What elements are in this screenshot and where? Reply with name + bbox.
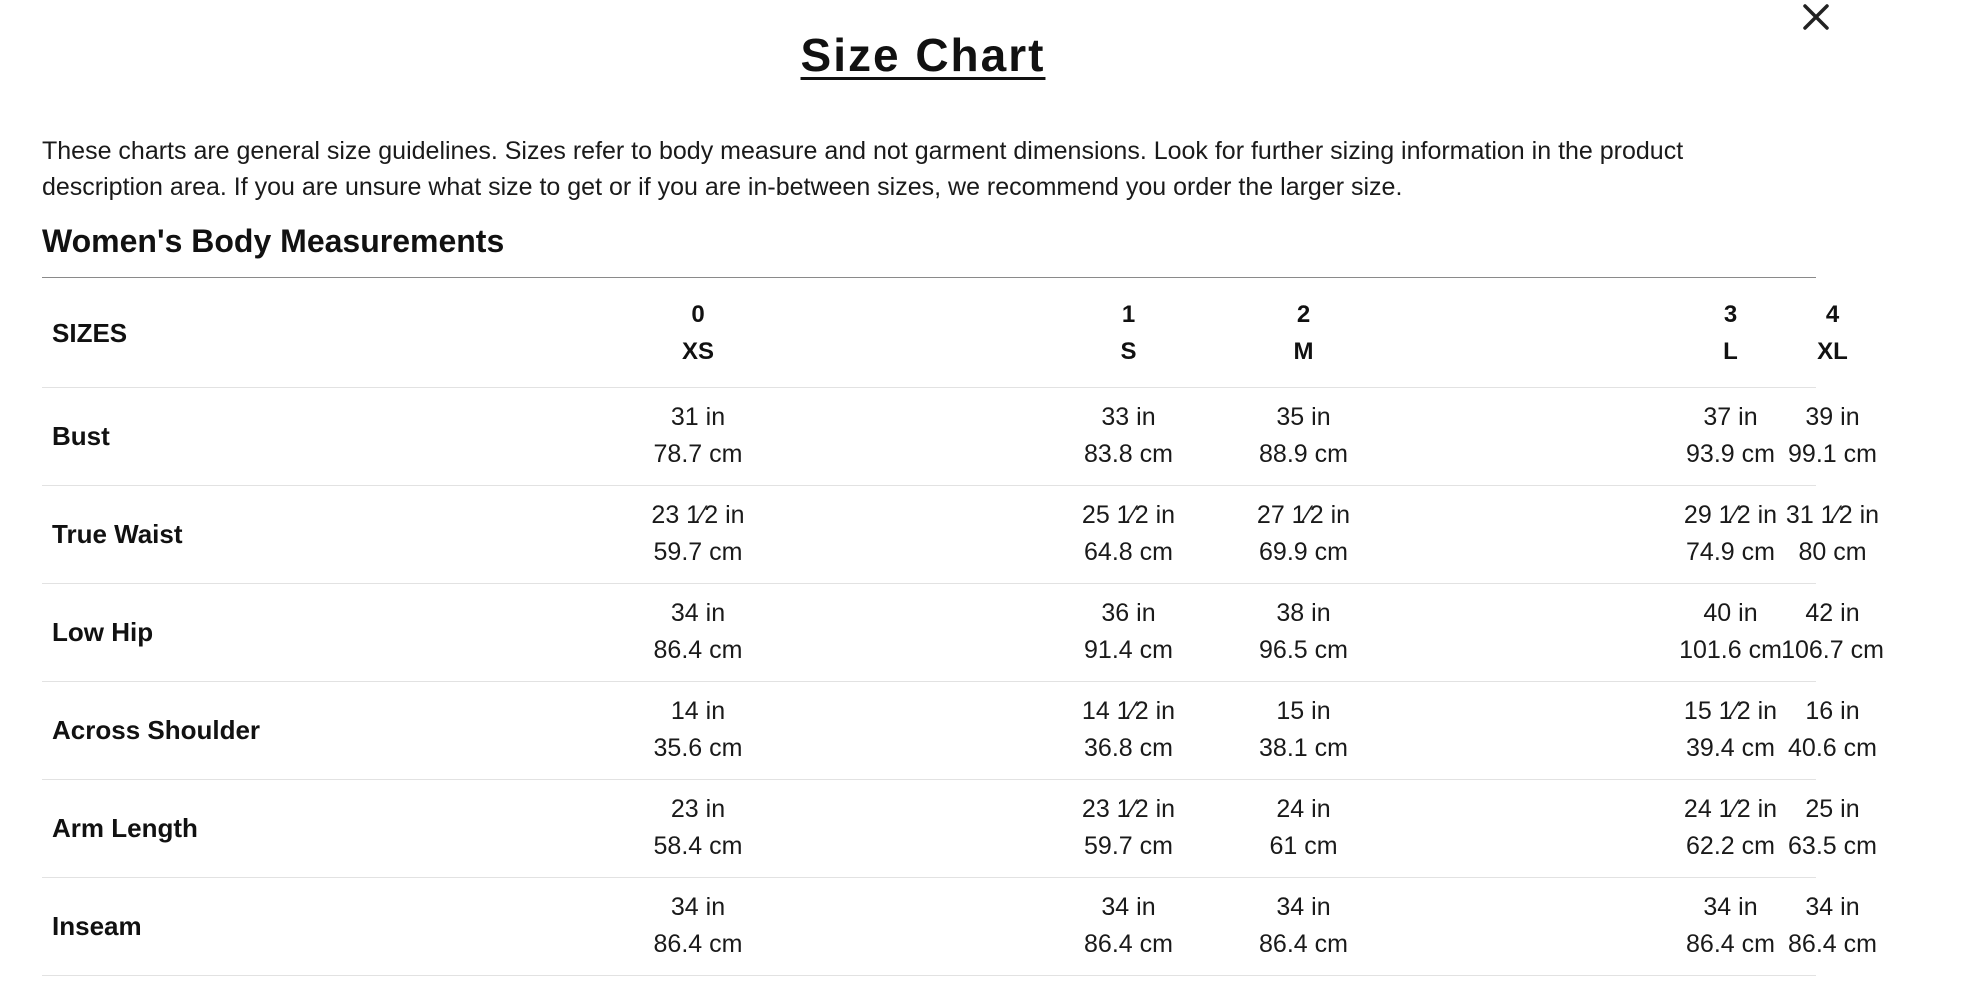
table-cell [512,485,848,583]
size-header-cell [512,280,848,387]
value-cm: 39.4 cm [1686,734,1775,762]
table-cell [848,387,1173,485]
value-inches: 34 in [1101,893,1156,921]
table-header-row [42,280,1816,387]
table-row [42,583,1816,681]
size-number: 4 [1825,301,1840,329]
value-cm: 86.4 cm [1259,930,1348,958]
value-cm: 93.9 cm [1686,440,1775,468]
value-inches: 15 in [1276,697,1331,725]
value-cm: 78.7 cm [653,440,743,468]
value-inches: 40 in [1703,599,1758,627]
value-cm: 62.2 cm [1686,832,1775,860]
value-inches: 39 in [1805,403,1860,431]
value-cm: 64.8 cm [1084,538,1173,566]
value-inches: 23 1⁄2 in [651,501,745,529]
value-inches: 23 1⁄2 in [1081,795,1176,823]
size-header-cell [848,280,1137,387]
value-cm: 63.5 cm [1788,832,1877,860]
value-cm: 74.9 cm [1686,538,1775,566]
value-cm: 36.8 cm [1084,734,1173,762]
value-cm: 40.6 cm [1788,734,1877,762]
table-cell [848,583,1173,681]
value-inches: 34 in [670,893,726,921]
value-cm: 86.4 cm [1788,930,1877,958]
size-chart-table [42,280,1884,976]
value-cm: 38.1 cm [1259,734,1348,762]
value-inches: 34 in [1703,893,1758,921]
value-inches: 38 in [1276,599,1331,627]
value-inches: 14 1⁄2 in [1081,697,1176,725]
value-cm: 83.8 cm [1084,440,1173,468]
table-row [42,485,1816,583]
table-cell [512,877,848,975]
size-letter: L [1723,338,1738,366]
row-label: True Waist [52,518,183,549]
value-cm: 58.4 cm [653,832,743,860]
value-inches: 34 in [1805,893,1860,921]
table-row [42,877,1816,975]
size-number: 2 [1296,301,1311,329]
value-cm: 59.7 cm [1084,832,1173,860]
page-title: Size Chart [800,29,1046,81]
row-label: Inseam [52,910,142,941]
value-cm: 59.7 cm [653,538,743,566]
value-cm: 86.4 cm [1084,930,1173,958]
value-cm: 106.7 cm [1781,636,1884,664]
value-cm: 61 cm [1269,832,1338,860]
value-cm: 101.6 cm [1679,636,1782,664]
table-cell [512,681,848,779]
value-inches: 35 in [1276,403,1331,431]
value-inches: 24 1⁄2 in [1683,795,1778,823]
intro-text: These charts are general size guidelines. Sizes refer to body measure and not garment dimensions. Look for further sizing information in the product description area. If you are unsure what size to get or if you are in-between sizes, we recommend you order the larger size. [42,137,1684,201]
value-inches: 14 in [670,697,726,725]
size-number: 3 [1723,301,1738,329]
size-letter: XL [1817,338,1848,366]
table-cell [848,485,1176,583]
table-cell [848,877,1173,975]
value-inches: 15 1⁄2 in [1683,697,1778,725]
value-inches: 34 in [1276,893,1331,921]
value-cm: 86.4 cm [653,930,743,958]
value-inches: 34 in [670,599,726,627]
value-inches: 24 in [1276,795,1331,823]
table-row [42,681,1816,779]
value-inches: 25 1⁄2 in [1081,501,1176,529]
value-cm: 35.6 cm [653,734,743,762]
table-cell [512,583,848,681]
section-divider [42,277,1816,278]
table-row [42,779,1816,877]
row-label: Bust [52,420,110,451]
section-heading: Women's Body Measurements [42,223,505,259]
size-letter: XS [681,338,714,366]
value-inches: 33 in [1101,403,1156,431]
value-inches: 31 1⁄2 in [1785,501,1880,529]
value-cm: 80 cm [1798,538,1867,566]
value-cm: 88.9 cm [1259,440,1348,468]
value-cm: 91.4 cm [1084,636,1173,664]
value-inches: 42 in [1805,599,1860,627]
value-inches: 37 in [1703,403,1758,431]
value-inches: 36 in [1101,599,1156,627]
table-cell [848,779,1176,877]
table-row [42,387,1816,485]
row-label: Low Hip [52,616,154,647]
table-cell [512,779,848,877]
table-cell [848,681,1176,779]
size-letter: S [1120,338,1137,366]
row-label: Across Shoulder [52,714,261,745]
value-inches: 25 in [1805,795,1860,823]
value-inches: 29 1⁄2 in [1683,501,1778,529]
value-inches: 31 in [670,403,726,431]
row-label: Arm Length [52,812,198,843]
table-cell [512,387,848,485]
value-inches: 16 in [1805,697,1860,725]
size-letter: M [1293,338,1314,366]
value-cm: 69.9 cm [1259,538,1348,566]
size-number: 1 [1121,301,1136,329]
sizes-header-label: SIZES [52,317,128,348]
value-cm: 99.1 cm [1788,440,1877,468]
value-inches: 27 1⁄2 in [1256,501,1351,529]
value-cm: 96.5 cm [1259,636,1348,664]
value-cm: 86.4 cm [653,636,743,664]
size-number: 0 [691,301,705,329]
value-cm: 86.4 cm [1686,930,1775,958]
value-inches: 23 in [670,795,726,823]
